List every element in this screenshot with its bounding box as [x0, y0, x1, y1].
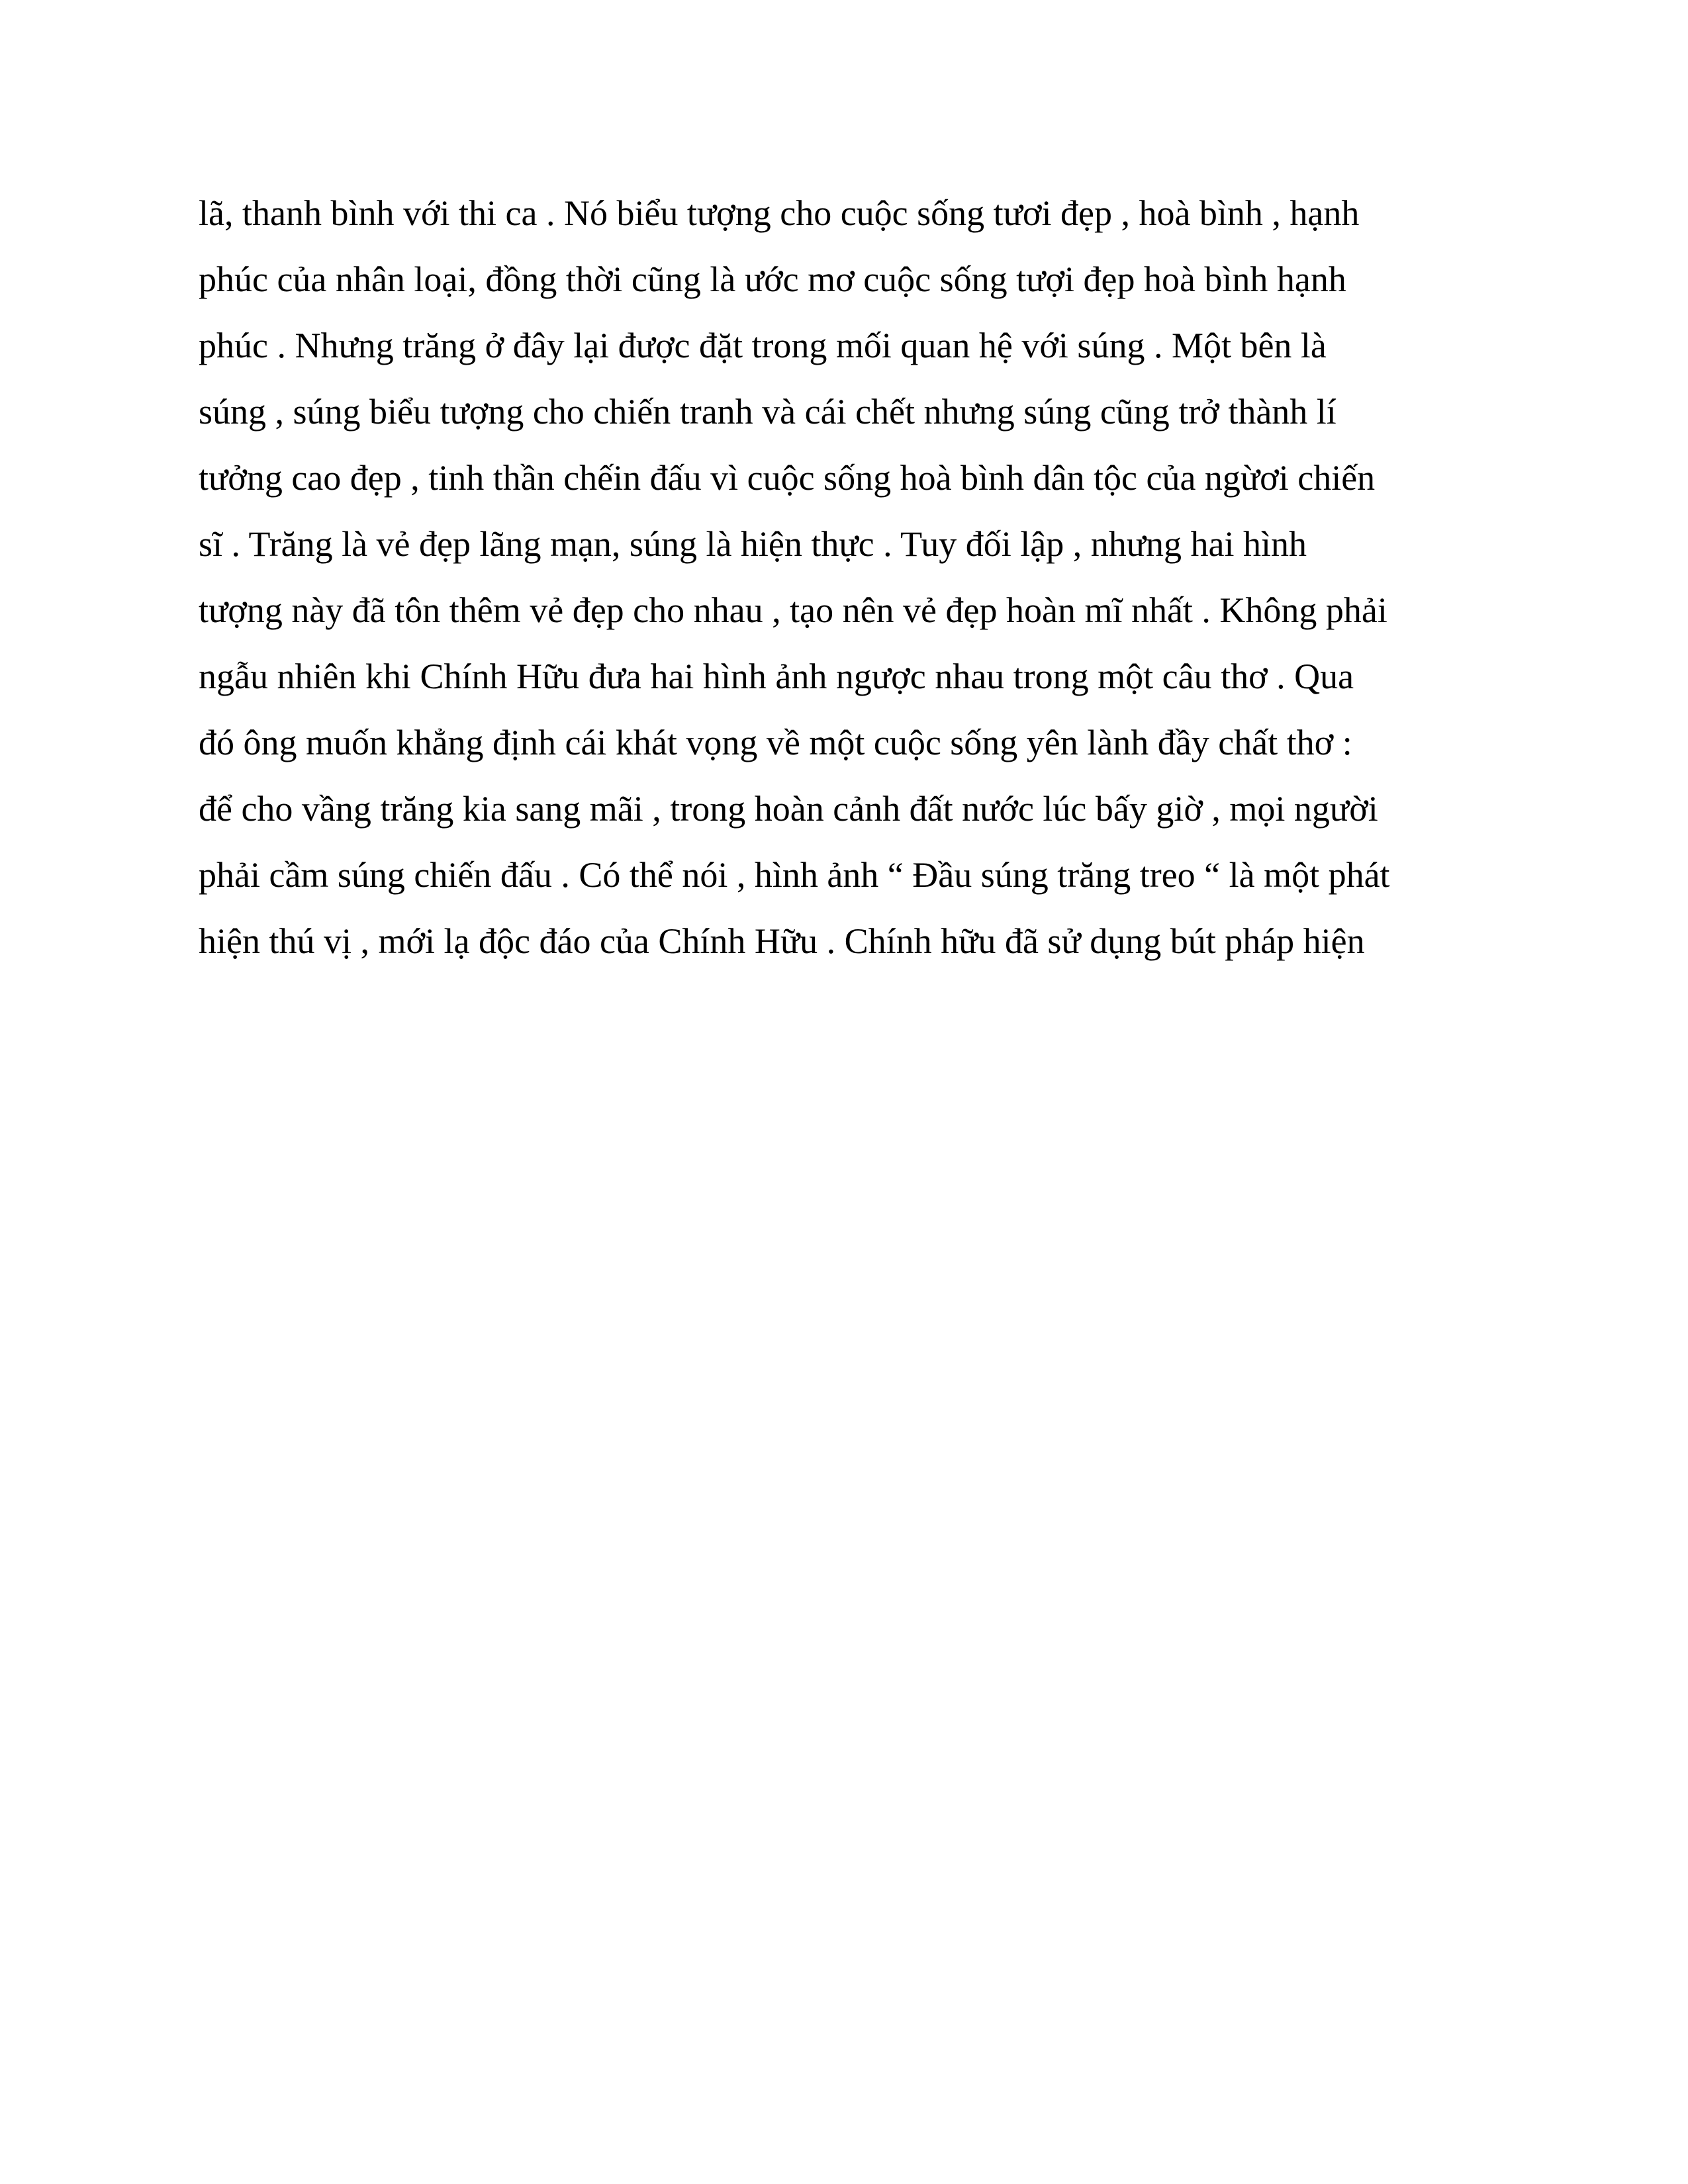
text-line-4: súng , súng biểu tượng cho chiến tranh và cái chết nhưng súng cũng trở thành lí	[199, 392, 1336, 432]
text-line-9: đó ông muốn khẳng định cái khát vọng về một cuộc sống yên lành đầy chất thơ :	[199, 723, 1352, 762]
text-line-6: sĩ . Trăng là vẻ đẹp lãng mạn, súng là hiện thực . Tuy đối lập , nhưng hai hình	[199, 524, 1307, 564]
text-line-3: phúc . Nhưng trăng ở đây lại được đặt trong mối quan hệ với súng . Một bên là	[199, 326, 1327, 365]
text-line-1: lã, thanh bình với thi ca . Nó biểu tượng cho cuộc sống tươi đẹp , hoà bình , hạnh	[199, 193, 1360, 233]
body-paragraph	[199, 180, 1536, 974]
text-line-2: phúc của nhân loại, đồng thời cũng là ước mơ cuộc sống tượi đẹp hoà bình hạnh	[199, 259, 1346, 299]
text-line-7: tượng này đã tôn thêm vẻ đẹp cho nhau , tạo nên vẻ đẹp hoàn mĩ nhất . Không phải	[199, 590, 1387, 630]
text-line-12: hiện thú vị , mới lạ độc đáo của Chính Hữu . Chính hữu đã sử dụng bút pháp hiện	[199, 921, 1365, 961]
text-line-11: phải cầm súng chiến đấu . Có thể nói , hình ảnh “ Đầu súng trăng treo “ là một phát	[199, 855, 1390, 895]
text-line-5: tưởng cao đẹp , tinh thần chếin đấu vì cuộc sống hoà bình dân tộc của ngừơi chiến	[199, 458, 1376, 498]
text-line-8: ngẫu nhiên khi Chính Hữu đưa hai hình ảnh ngược nhau trong một câu thơ . Qua	[199, 657, 1354, 696]
text-line-10: để cho vầng trăng kia sang mãi , trong hoàn cảnh đất nước lúc bấy giờ , mọi người	[199, 789, 1378, 829]
